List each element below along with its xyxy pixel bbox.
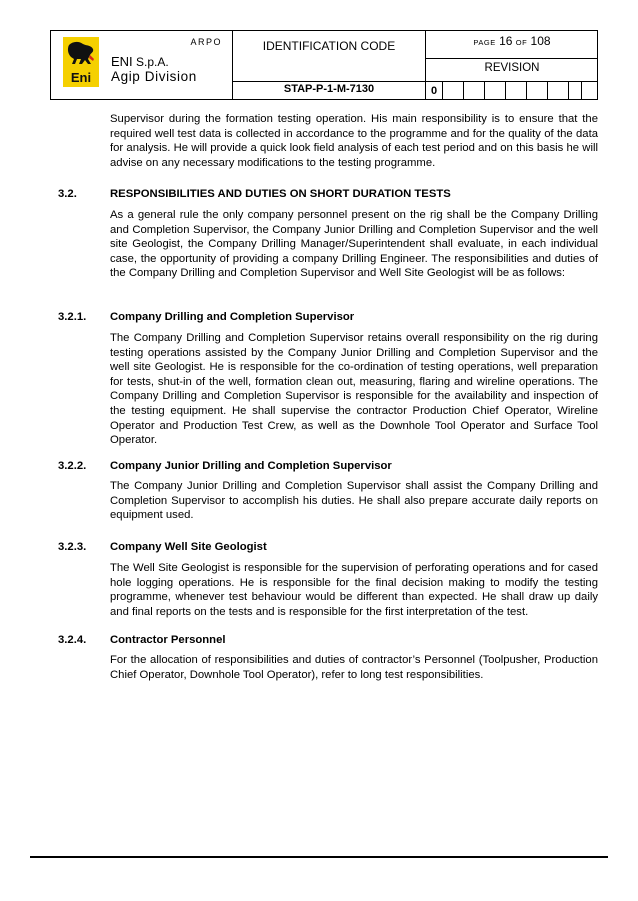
revision-cell-divider bbox=[463, 81, 464, 99]
section-text: For the allocation of responsibilities and duties of contractor’s Personnel (Toolpusher, Production Chief Operator, Downhole Tool Operator), refer to long test responsibilities. bbox=[110, 654, 598, 681]
footer-rule bbox=[30, 856, 608, 858]
section-title: Company Well Site Geologist bbox=[110, 541, 267, 553]
header-divider bbox=[232, 31, 233, 99]
revision-cell-divider bbox=[442, 81, 443, 99]
identification-code-value: STAP-P-1-M-7130 bbox=[283, 83, 375, 95]
page-total: 108 bbox=[530, 34, 551, 48]
revision-cell-divider bbox=[581, 81, 582, 99]
section-text: As a general rule the only company personnel present on the rig shall be the Company Drilling and Completion Supervisor, the Company Junior Drilling and Completion Supervisor and the well site Geologist, the Company Drilling Manager/Superintendent shall evaluate, in each individual case, the opportunity of providing a company Drilling Engineer. The responsibilities and duties of the Company Drilling and Completion Supervisor and Well Site Geologist will be as follows: bbox=[110, 209, 598, 280]
header-divider bbox=[232, 81, 597, 82]
logo-text: Eni bbox=[70, 70, 92, 85]
revision-cell-divider bbox=[484, 81, 485, 99]
revision-cell-divider bbox=[547, 81, 548, 99]
section-title: Company Drilling and Completion Supervisor bbox=[110, 311, 355, 323]
intro-paragraph: Supervisor during the formation testing operation. His main responsibility is to ensure that the required well test data is collected in accordance to the programme and for the quality of the data for analysis. He will provide a quick look field analysis of each test period and on this basis he will advise on any necessary modifications to the testing programme. bbox=[110, 113, 598, 169]
section-number: 3.2.3. bbox=[58, 541, 87, 553]
identification-code-label: IDENTIFICATION CODE bbox=[262, 39, 396, 53]
company-logo-block bbox=[51, 31, 232, 99]
revision-label: REVISION bbox=[484, 62, 540, 74]
section-title: Contractor Personnel bbox=[110, 634, 226, 646]
revision-cell-divider bbox=[568, 81, 569, 99]
page-number-info bbox=[426, 34, 598, 48]
section-number: 3.2.4. bbox=[58, 634, 87, 646]
page-number: 16 bbox=[499, 34, 513, 48]
page-of: OF bbox=[515, 38, 528, 47]
section-title: Company Junior Drilling and Completion Supervisor bbox=[110, 460, 392, 472]
section-number: 3.2. bbox=[58, 188, 77, 200]
revision-cell-divider bbox=[505, 81, 506, 99]
section-text: The Well Site Geologist is responsible for the supervision of perforating operations and for cased hole logging operations. He is responsible for the final decision making to modify the testing programme, whenever test behaviour would be different than expected. He shall draw up daily and final reports on the tests and is responsible for the first interpretation of the test. bbox=[110, 562, 598, 618]
division-name: Agip Division bbox=[111, 69, 197, 84]
section-number: 3.2.2. bbox=[58, 460, 87, 472]
company-name bbox=[111, 54, 169, 69]
section-text: The Company Junior Drilling and Completion Supervisor shall assist the Company Drilling and Completion Supervisor to accomplish his duties. He shall also prepare accurate daily reports on equipment used. bbox=[110, 480, 598, 522]
revision-cell-divider bbox=[526, 81, 527, 99]
eni-logo-icon bbox=[63, 37, 99, 87]
arpo-label: ARPO bbox=[190, 37, 222, 47]
document-header bbox=[50, 30, 598, 100]
section-number: 3.2.1. bbox=[58, 311, 87, 323]
page-prefix: PAGE bbox=[473, 38, 496, 47]
header-divider bbox=[425, 58, 597, 59]
company-name-bold: ENI bbox=[111, 54, 133, 69]
section-text: The Company Drilling and Completion Supervisor retains overall responsibility on the rig during testing operations assisted by the Company Junior Drilling and Completion Supervisor and the well site Geologist. He is responsible for the co-ordination of testing operations, well preparation for tests, shut-in of the well, formation clean out, measuring, flaring and wireline operations. The Company Drilling and Completion Supervisor is responsible for the availability and inspection of the testing equipment. He shall supervise the contractor Production Chief Operator, Wireline Operator and Production Test Crew, as well as the Downhole Tool Operator and Surface Tool Operator. bbox=[110, 332, 598, 447]
section-title: RESPONSIBILITIES AND DUTIES ON SHORT DURATION TESTS bbox=[110, 188, 451, 200]
company-name-rest: S.p.A. bbox=[132, 55, 169, 69]
revision-value: 0 bbox=[430, 85, 438, 97]
